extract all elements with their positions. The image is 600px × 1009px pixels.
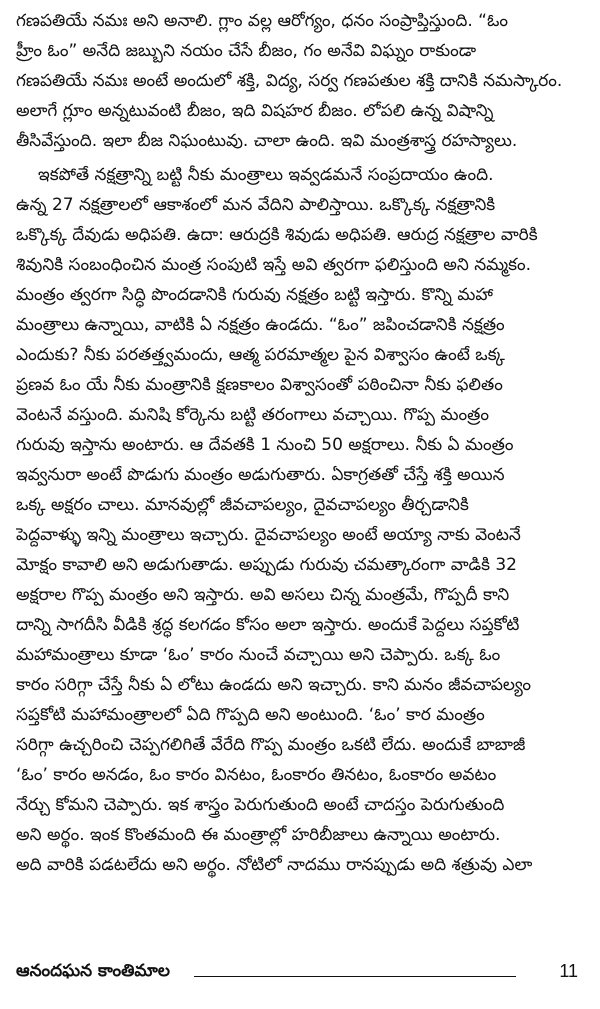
text-line: హ్రీం ఓం” అనేది జబ్బుని నయం చేసే బీజం, గం అనేవి విఘ్నం రాకుండా xyxy=(16,41,477,61)
text-line: శివునికి సంబంధించిన మంత్ర సంపుటి ఇస్తే అవి త్వరగా ఫలిస్తుంది అని నమ్మకం. xyxy=(16,255,532,275)
text-line: గణపతియే నమః అంటే అందులో శక్తి, విద్య, సర్వ గణపతుల శక్తి దానికి నమస్కారం. xyxy=(16,71,563,91)
text-line: ఒక్కొక్క దేవుడు అధిపతి. ఉదా: ఆరుద్రకి శివుడు అధిపతి. ఆరుద్ర నక్షత్రాల వారికి xyxy=(16,225,538,245)
text-line: నేర్చు కోమని చెప్పారు. ఇక శాస్త్రం పెరుగుతుంది అంటే చాదస్తం పెరుగుతుంది xyxy=(16,795,505,815)
text-line: ఉన్న 27 నక్షత్రాలలో ఆకాశంలో మన వేదిని పాలిస్తాయి. ఒక్కొక్క నక్షత్రానికి xyxy=(16,195,496,215)
text-line: ప్రణవ ఓం యే నీకు మంత్రానికి క్షణకాలం విశ్వాసంతో పఠించినా నీకు ఫలితం xyxy=(16,375,503,395)
text-line: పెద్దవాళ్ళు ఇన్ని మంత్రాలు ఇచ్చారు. దైవచాపల్యం అంటే అయ్యా నాకు వెంటనే xyxy=(16,525,521,545)
text-line xyxy=(16,880,582,910)
text-line: తీసివేస్తుంది. ఇలా బీజ నిఘంటువు. చాలా ఉంది. ఇవి మంత్రశాస్త్ర రహస్యాలు. xyxy=(16,131,518,151)
footer-divider xyxy=(194,976,516,977)
text-line: అది వారికి పడటలేదు అని అర్థం. నోటిలో నాదము రానప్పుడు అది శత్రువు ఎలా xyxy=(16,855,533,875)
text-line: మంత్రం త్వరగా సిద్ధి పొందడానికి గురువు నక్షత్రం బట్టి ఇస్తారు. కొన్ని మహా xyxy=(16,285,493,305)
text-line: దాన్ని సాగదీసి వీడికి శ్రద్ధ కలగడం కోసం అలా ఇస్తారు. అందుకే పెద్దలు సప్తకోటి xyxy=(16,615,520,635)
text-line: సప్తకోటి మహామంత్రాలలో ఏది గొప్పది అని అంటుంది. ‘ఓం’ కార మంత్రం xyxy=(16,705,485,725)
text-line: ఇకపోతే నక్షత్రాన్ని బట్టి నీకు మంత్రాలు ఇవ్వడమనే సంప్రదాయం ఉంది. xyxy=(38,165,494,185)
text-line: అలాగే గ్లూం అన్నటువంటి బీజం, ఇది విషహర బీజం. లోపలి ఉన్న విషాన్ని xyxy=(16,101,494,121)
text-line: మహామంత్రాలు కూడా ‘ఓం’ కారం నుంచే వచ్చాయి అని చెప్పారు. ఒక్క ఓం xyxy=(16,645,501,665)
page-footer xyxy=(16,956,582,986)
text-line: అని అర్థం. ఇంక కొంతమంది ఈ మంత్రాల్లో హరిబీజాలు ఉన్నాయి అంటారు. xyxy=(16,825,501,845)
text-line: వెంటనే వస్తుంది. మనిషి కోర్కెను బట్టి తరంగాలు వచ్చాయి. గొప్ప మంత్రం xyxy=(16,405,489,425)
text-line: ‘ఓం’ కారం అనడం, ఓం కారం వినటం, ఓంకారం తినటం, ఓంకారం అవటం xyxy=(16,765,497,785)
page-number: 11 xyxy=(559,961,578,981)
page-body xyxy=(16,6,582,1006)
text-line: ఎందుకు? నీకు పరతత్త్వమందు, ఆత్మ పరమాత్మల పైన విశ్వాసం ఉంటే ఒక్క xyxy=(16,345,505,365)
text-line: కారం సరిగ్గా చేస్తే నీకు ఏ లోటు ఉండదు అని ఇచ్చారు. కాని మనం జీవచాపల్యం xyxy=(16,675,532,695)
text-line: మోక్షం కావాలి అని అడుగుతాడు. అప్పుడు గురువు చమత్కారంగా వాడికి 32 xyxy=(16,555,517,575)
text-line: గురువు ఇస్తాను అంటారు. ఆ దేవతకి 1 నుంచి 50 అక్షరాలు. నీకు ఏ మంత్రం xyxy=(16,435,514,455)
book-title: ఆనందఘన కాంతిమాల xyxy=(16,961,170,981)
text-line: ఒక్క అక్షరం చాలు. మానవుల్లో జీవచాపల్యం, దైవచాపల్యం తీర్చడానికి xyxy=(16,495,469,515)
text-line xyxy=(16,910,582,940)
text-line: మంత్రాలు ఉన్నాయి, వాటికి ఏ నక్షత్రం ఉండదు. “ఓం” జపించడానికి నక్షత్రం xyxy=(16,315,505,335)
text-line: సరిగ్గా ఉచ్చరించి చెప్పగలిగితే వేరేది గొప్ప మంత్రం ఒకటి లేదు. అందుకే బాబాజీ xyxy=(16,735,526,755)
text-line: ఇవ్వనురా అంటే పొడుగు మంత్రం అడుగుతారు. ఏకాగ్రతతో చేస్తే శక్తి అయిన xyxy=(16,465,505,485)
text-line: గణపతియే నమః అని అనాలి. గ్లాం వల్ల ఆరోగ్యం, ధనం సంప్రాప్తిస్తుంది. “ఓం xyxy=(16,11,509,31)
text-line: అక్షరాల గొప్ప మంత్రం అని ఇస్తారు. అవి అసలు చిన్న మంత్రమే, గొప్పదీ కాని xyxy=(16,585,510,605)
